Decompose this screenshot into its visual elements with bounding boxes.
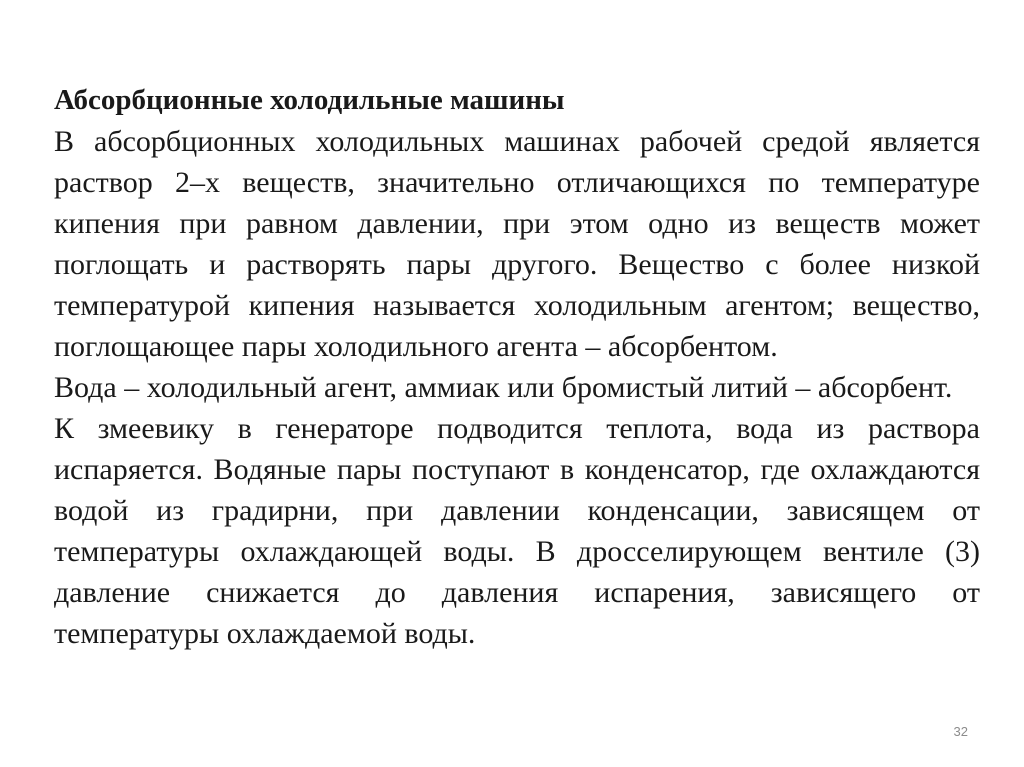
paragraph-agent-absorbent: Вода – холодильный агент, аммиак или бромистый литий – абсорбент. (54, 371, 953, 404)
paragraph-absorption-definition: В абсорбционных холодильных машинах рабочей средой является раствор 2–х веществ, значительно отличающихся по температуре кипения при равном давлении, при этом одно из веществ может поглощать и растворять пары другого. Вещество с более низкой температурой кипения называется холодильным агентом; вещество, поглощающее пары холодильного агента – абсорбентом. (54, 125, 980, 363)
page-number: 32 (953, 724, 968, 739)
slide-content (54, 80, 980, 654)
slide-title: Абсорбционные холодильные машины (54, 84, 565, 116)
paragraph-process-description: К змеевику в генераторе подводится теплота, вода из раствора испаряется. Водяные пары поступают в конденсатор, где охлаждаются водой из градирни, при давлении конденсации, зависящем от температуры охлаждающей воды. В дросселирующем вентиле (3) давление снижается до давления испарения, зависящего от температуры охлаждаемой воды. (54, 412, 980, 650)
